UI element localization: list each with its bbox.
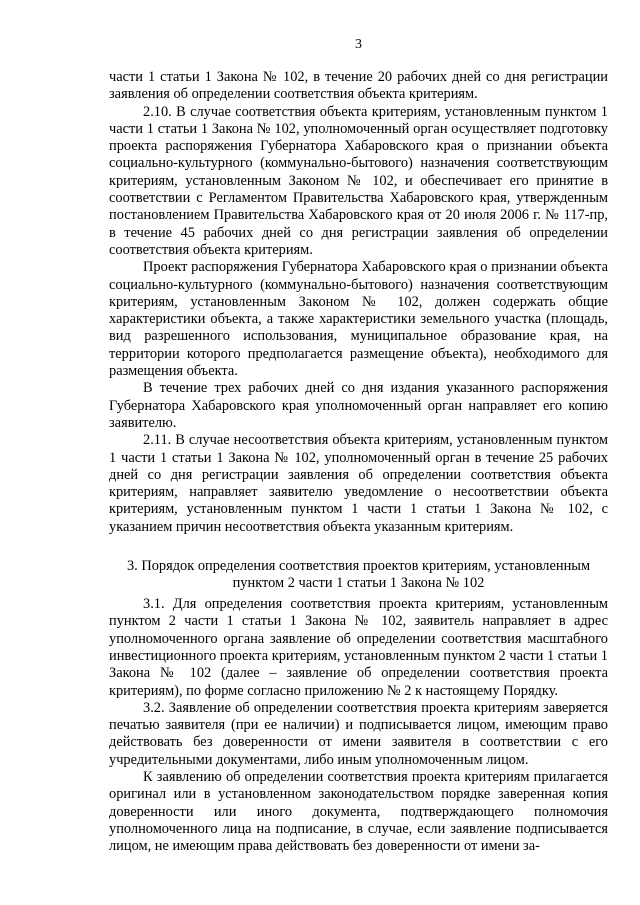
paragraph-3-2: 3.2. Заявление об определении соответствия проекта критериям заверяется печатью заявителя (при ее наличии) и подписывается лицом, имеющим право действовать без доверенности от имени заявителя в соответствии с его учредительными документами, либо иным уполномоченным лицом. [109, 699, 608, 768]
document-page [109, 36, 608, 855]
paragraph-continuation: части 1 статьи 1 Закона № 102, в течение 20 рабочих дней со дня регистрации заявления об определении соответствия объекта критериям. [109, 69, 608, 103]
section-heading: 3. Порядок определения соответствия проектов критериям, установленным пунктом 2 части 1 статьи 1 Закона № 102 [126, 558, 591, 592]
paragraph-2-10: 2.10. В случае соответствия объекта критериям, установленным пунктом 1 части 1 статьи 1 Закона № 102, уполномоченный орган осуществляет подготовку проекта распоряжения Губернатора Хабаровского края о признании объекта социально-культурного (коммунально-бытового) назначения соответствующим критериям, установленным Законом № 102, и обеспечивает его принятие в соответствии с Регламентом Правительства Хабаровского края, утвержденным постановлением Правительства Хабаровского края от 20 июля 2006 г. № 117-пр, в течение 45 рабочих дней со дня регистрации заявления об определении соответствия объекта критериям. [109, 103, 608, 258]
paragraph-attachments: К заявлению об определении соответствия проекта критериям прилагается оригинал или в установленном законодательством порядке заверенная копия доверенности или иного документа, подтверждающего полномочия уполномоченного лица на подписание, в случае, если заявление подписывается лицом, не имеющим права действовать без доверенности от имени за- [109, 768, 608, 855]
paragraph-2-11: 2.11. В случае несоответствия объекта критериям, установленным пунктом 1 части 1 статьи 1 Закона № 102, уполномоченный орган в течение 25 рабочих дней со дня регистрации заявления об определении соответствия объекта критериям, направляет заявителю уведомление о несоответствии объекта критериям, установленным пунктом 1 части 1 статьи 1 Закона № 102, с указанием причин несоответствия объекта указанным критериям. [109, 432, 608, 535]
paragraph-draft-order: Проект распоряжения Губернатора Хабаровского края о признании объекта социально-культурного (коммунально-бытового) назначения соответствующим критериям, установленным Законом № 102, должен содержать общие характеристики объекта, а также характеристики земельного участка (площадь, вид разрешенного использования, муниципальное образование края, на территории которого предполагается размещение объекта), необходимого для размещения объекта. [109, 259, 608, 380]
paragraph-copy-to-applicant: В течение трех рабочих дней со дня издания указанного распоряжения Губернатора Хабаровского края уполномоченный орган направляет его копию заявителю. [109, 380, 608, 431]
page-number: 3 [355, 37, 362, 52]
paragraph-3-1: 3.1. Для определения соответствия проекта критериям, установленным пунктом 2 части 1 статьи 1 Закона № 102, заявитель направляет в адрес уполномоченного органа заявление об определении соответствия масштабного инвестиционного проекта критериям, установленным пунктом 2 части 1 статьи 1 Закона № 102 (далее – заявление об определении соответствия проекта критериям), по форме согласно приложению № 2 к настоящему Порядку. [109, 596, 608, 699]
